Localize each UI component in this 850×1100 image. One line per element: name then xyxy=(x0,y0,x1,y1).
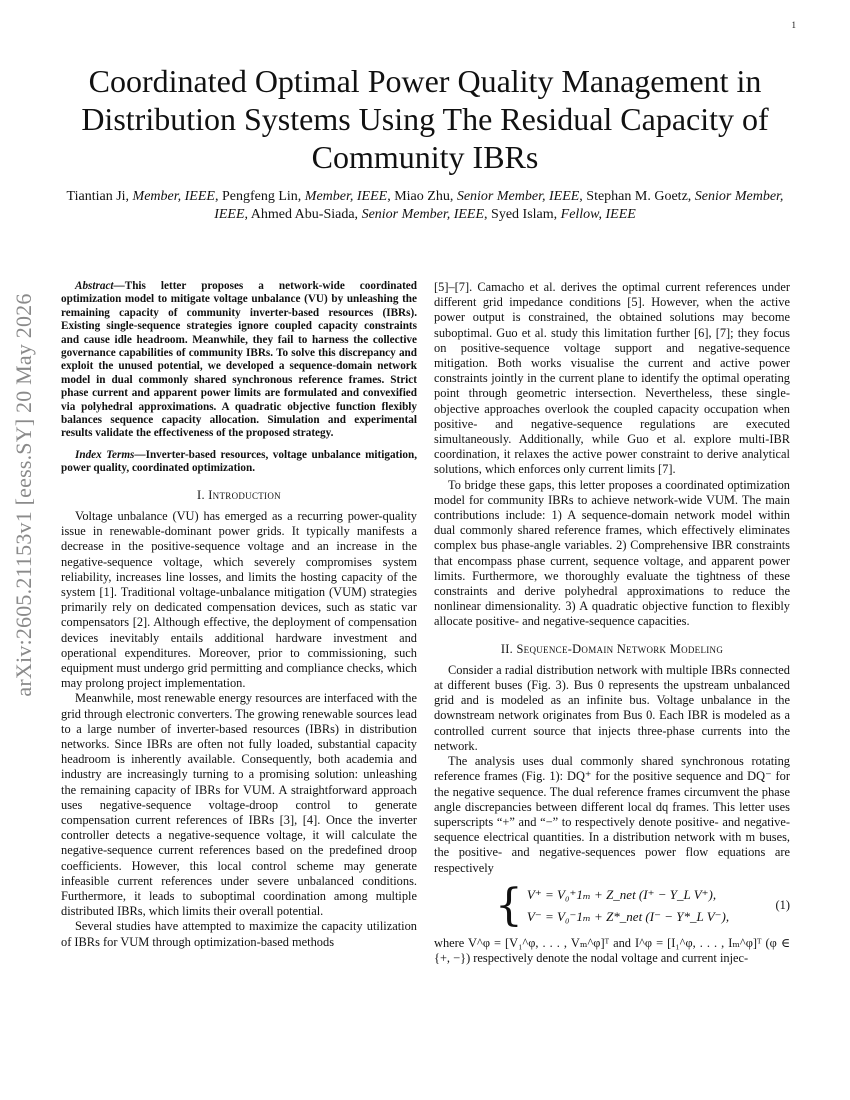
right-column xyxy=(434,280,790,966)
author-1-name: Tiantian Ji, xyxy=(66,189,133,204)
author-4-name: , Stephan M. Goetz, xyxy=(579,189,695,204)
equation-lines xyxy=(527,884,729,928)
paragraph: To bridge these gaps, this letter proposes a coordinated optimization model for community IBRs to achieve network-wide VUM. The main contributions include: 1) A sequence-domain network model within dual commonly shared reference frames, which effectively eliminates complex bus phase-angle variables. 2) Comprehensive IBR constraints that encompass phase current, sequence voltage, and apparent power limits. Furthermore, we thoroughly evaluate the tightness of these constraints and derive polyhedral approximations to reduce the nonlinear dimensionality. 3) A quadratic objective function to flexibly allocate positive- and negative-sequence capacities. xyxy=(434,477,790,629)
author-5-name: , Ahmed Abu-Siada, xyxy=(244,207,362,222)
author-list xyxy=(48,188,802,224)
author-4-role: Senior Member, IEEE xyxy=(214,189,784,222)
author-2-name: , Pengfeng Lin, xyxy=(214,189,305,204)
author-3-name: , Miao Zhu, xyxy=(387,189,457,204)
paper-title: Coordinated Optimal Power Quality Management in Distribution Systems Using The Residual Capacity of Community IBRs xyxy=(81,63,769,175)
abstract-label: Abstract xyxy=(75,280,114,292)
page-number: 1 xyxy=(791,20,796,30)
index-terms-label: Index Terms xyxy=(75,448,135,461)
paragraph: Voltage unbalance (VU) has emerged as a recurring power-quality issue in renewable-dominant power grids. It typically manifests a decrease in the positive-sequence voltage and an increase in the negative-sequence voltage, which severely compromises system reliability, increases line losses, and limits the hosting capacity of the system [1]. Traditional voltage-unbalance mitigation (VUM) strategies primarily rely on dedicated compensation devices, such as static var compensators [2]. Although effective, the deployment of compensation devices inevitably entails additional hardware investment and operational expenditures. Moreover, prior to commissioning, such equipment must undergo grid permitting and compliance checks, which may prolong project implementation. xyxy=(61,508,417,691)
equation-line-negative: V⁻ = V₀⁻1ₘ + Z*_net (I⁻ − Y*_L V⁻), xyxy=(526,908,730,924)
arxiv-id: arXiv:2605.21153v1 [eess.SY] 20 May 2026 xyxy=(11,293,36,697)
paragraph: The analysis uses dual commonly shared synchronous rotating reference frames (Fig. 1): DQ⁺ for the positive sequence and DQ⁻ for the negative sequence. The dual reference frames circumvent the phase angle discrepancies between different local dq frames. This letter uses superscripts “+” and “−” to respectively denote positive- and negative-sequence electrical quantities. In a distribution network with m buses, the positive- and negative-sequences power flow equations are respectively xyxy=(434,754,790,875)
arxiv-watermark xyxy=(4,290,44,700)
paragraph: Consider a radial distribution network with multiple IBRs connected at different buses (Fig. 3). Bus 0 represents the upstream unbalanced grid and is modeled as an infinite bus. Voltage unbalance in the downstream network originates from Bus 0. Each IBR is modeled as a controlled current source that injects three-phase currents into the network. xyxy=(434,662,790,753)
author-6-name: , Syed Islam, xyxy=(484,207,561,222)
author-6-role: Fellow, IEEE xyxy=(560,207,636,222)
index-terms xyxy=(61,449,417,476)
section-heading-modeling: II. Sequence-Domain Network Modeling xyxy=(500,641,724,656)
author-3-role: Senior Member, IEEE xyxy=(456,189,580,204)
paragraph: Several studies have attempted to maximize the capacity utilization of IBRs for VUM through optimization-based methods xyxy=(61,919,417,949)
abstract-text: —This letter proposes a network-wide coordinated optimization model to mitigate voltage unbalance (VU) by unleashing the remaining capacity of community inverter-based resources (IBRs). Existing single-sequence strategies ignore coupled capacity constraints and cause idle headroom. Meanwhile, they fail to harness the collective governance capabilities of community IBRs. To solve this discrepancy and exploit the unused potential, we developed a sequence-domain network model in dual commonly shared synchronous reference frames. Strict phase current and apparent power limits are formulated and convexified via polyhedral approximations. A quadratic objective function flexibly balances sequence capacity allocation. Simulation and experimental results validate the effectiveness of the proposed strategy. xyxy=(61,280,417,440)
equation-line-positive: V⁺ = V₀⁺1ₘ + Z_net (I⁺ − Y_L V⁺), xyxy=(526,886,717,902)
index-terms-text: —Inverter-based resources, voltage unbalance mitigation, power quality, coordinated optimization. xyxy=(61,448,417,475)
equation-number: (1) xyxy=(775,897,790,912)
paragraph: where V^φ = [V₁^φ, . . . , Vₘ^φ]ᵀ and I^φ = [I₁^φ, . . . , Iₘ^φ]ᵀ (φ ∈ {+, −}) respectively denote the nodal voltage and current injec- xyxy=(434,935,790,965)
author-2-role: Member, IEEE xyxy=(304,189,388,204)
section-heading-introduction: I. Introduction xyxy=(197,487,281,502)
left-column xyxy=(61,280,417,950)
author-5-role: Senior Member, IEEE xyxy=(361,207,485,222)
paragraph: [5]–[7]. Camacho et al. derives the optimal current references under different grid impedance conditions [5]. However, when the active power output is constrained, the obtained solutions may become suboptimal. Guo et al. study this limitation further [6], [7]; they focus on positive-sequence voltage support and negative-sequence mitigation. Both works visualise the current and active power constraints jointly in the current plane to identify the optimal operating point through geometric intersection. Nevertheless, these single-objective approaches overlook the coupled capacity occupation when positive- and negative-sequence regulations are executed simultaneously. Additionally, while Guo et al. explore multi-IBR coordination, it relaxes the active power constraint to derive analytical solutions, which enforces only current limits [7]. xyxy=(434,280,790,477)
paragraph: Meanwhile, most renewable energy resources are interfaced with the grid through electronic converters. The growing renewable sources lead to a large number of inverter-based resources (IBRs) in distribution networks. Since IBRs are often not fully loaded, substantial capacity headroom is inherently available. Consequently, both academia and industry are increasingly turning to a promising solution: unleashing the remaining capacity of IBRs for VUM. A straightforward approach uses negative-sequence voltage-droop control to generate compensation current references of IBRs [3], [4]. Once the inverter controller detects a negative-sequence voltage, it will calculate the negative-sequence current references based on the predefined droop coefficients. However, this local control scheme may generate infeasible current references under severe unbalanced conditions. Furthermore, it leads to suboptimal coordination among multiple distributed IBRs, which limits their overall potential. xyxy=(61,691,417,919)
abstract xyxy=(61,280,417,441)
author-1-role: Member, IEEE xyxy=(132,189,215,204)
equation-brace: { xyxy=(494,879,523,931)
equation-1 xyxy=(434,879,790,931)
